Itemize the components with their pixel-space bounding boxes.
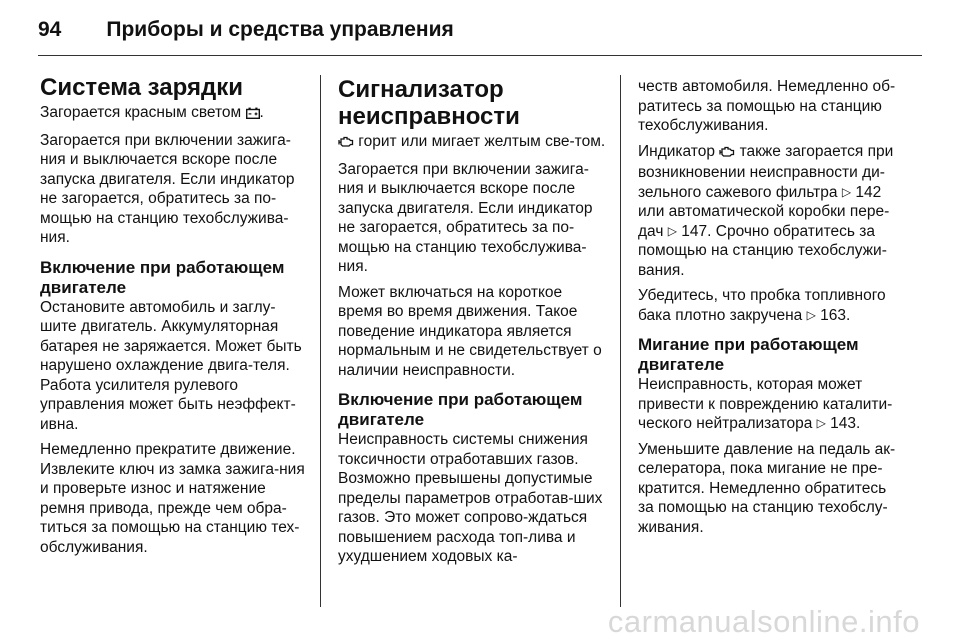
paragraph: Загорается при включении зажига-ния и выключается вскоре после запуска двигателя. Если индикатор не загорается, обратитесь за по-мощью на станцию техобслужива-ния. (40, 131, 295, 246)
page-reference[interactable]: 142 (855, 183, 882, 201)
page-reference[interactable]: 143 (830, 415, 857, 432)
text: также загорается при возникновении неисправности ди-зельного сажевого фильтра (638, 142, 894, 201)
text: Загорается красным светом (40, 104, 246, 121)
text: . (845, 306, 851, 324)
paragraph (638, 286, 906, 325)
page-reference-arrow-icon: ▷ (806, 307, 816, 322)
text: горит или мигает желтым све-том. (354, 133, 606, 150)
subheading: Мигание при работающем двигателе (638, 335, 859, 374)
paragraph: Немедленно прекратите движение. Извлеките ключ из замка зажига-ния и проверьте износ и натяжение ремня привода, прежде чем обра-титься за помощью на станцию тех-обслуживания. (40, 441, 305, 556)
column-divider (320, 75, 321, 607)
paragraph (40, 103, 308, 125)
paragraph: Уменьшите давление на педаль ак-селератора, пока мигание не пре-кратится. Немедленно обратитесь за помощью на станцию техобслу-живания. (638, 440, 896, 536)
paragraph: Неисправность системы снижения токсичности отработавших газов. Возможно превышены допустимые пределы параметров отработав-ших газов. Это может сопрово-ждаться повышением расхода топ-лива и ухудшением ходовых ка- (338, 431, 603, 565)
page-reference-arrow-icon: ▷ (667, 223, 677, 238)
paragraph (638, 142, 906, 281)
section-heading-malfunction-indicator: Сигнализатор неисправности (338, 76, 520, 130)
text: или автоматической коробки пере-дач (638, 203, 890, 240)
paragraph (338, 132, 606, 154)
paragraph (638, 375, 906, 434)
paragraph: Остановите автомобиль и заглу-шите двигатель. Аккумуляторная батарея не заряжается. Может быть нарушено охлаждение двига-теля. Работа усилителя рулевого управления может быть неэффект-ивна. (40, 298, 302, 433)
page-reference[interactable]: 163 (820, 306, 846, 324)
page-reference[interactable]: 147 (681, 222, 708, 240)
page-number: 94 (38, 18, 62, 41)
paragraph: Может включаться на короткое время во время движения. Такое поведение индикатора является нормальным и не свидетельствует о наличии неисправности. (338, 283, 602, 379)
chapter-title: Приборы и средства управления (106, 18, 454, 41)
text: Неисправность, которая может привести к повреждению каталити-ческого нейтрализатора (638, 376, 893, 432)
text: . Срочно обратитесь за помощью на станцию техобслужи-вания. (638, 222, 887, 279)
text: Индикатор (638, 142, 720, 160)
subheading: Включение при работающем двигателе (338, 390, 583, 429)
column-divider (620, 75, 621, 607)
column-2 (338, 76, 606, 573)
text: . (856, 415, 861, 432)
column-1 (40, 74, 308, 563)
page-reference-arrow-icon: ▷ (816, 416, 826, 430)
watermark: carmanualsonline.info (607, 604, 920, 639)
paragraph: Загорается при включении зажига-ния и выключается вскоре после запуска двигателя. Если индикатор не загорается, обратитесь за по-мощью на станцию техобслужива-ния. (338, 160, 593, 275)
page-reference-arrow-icon: ▷ (841, 184, 852, 199)
battery-icon (246, 105, 260, 125)
text: . (259, 104, 264, 121)
engine-icon (338, 134, 354, 154)
page-header (38, 18, 454, 48)
column-3 (638, 77, 906, 543)
header-divider (38, 55, 922, 56)
subheading: Включение при работающем двигателе (40, 257, 285, 297)
paragraph: честв автомобиля. Немедленно об-ратитесь за помощью на станцию техобслуживания. (638, 78, 896, 134)
section-heading-charging-system: Система зарядки (40, 74, 243, 101)
engine-icon (719, 144, 735, 164)
text: Убедитесь, что пробка топливного бака плотно закручена (638, 287, 886, 324)
